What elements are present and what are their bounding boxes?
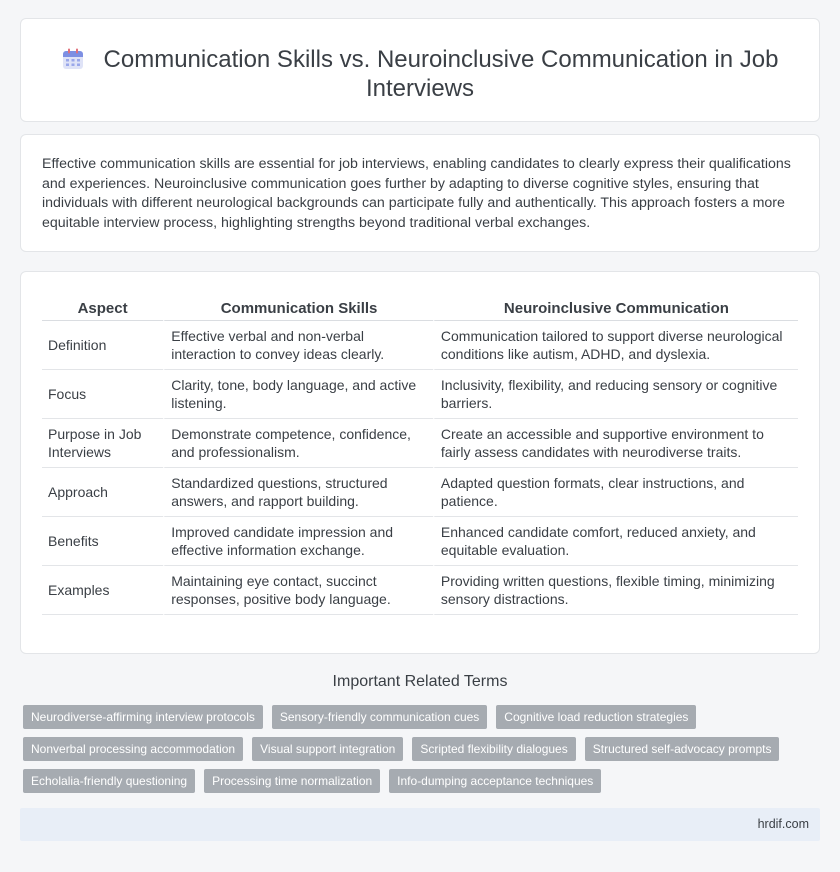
intro-paragraph: Effective communication skills are essential for job interviews, enabling candidates to clearly express their qualifications and experiences. Neuroinclusive communication goes further by adapting to diverse cognitive styles, ensuring that individuals with different neurological backgrounds can participate fully and authentically. This approach fosters a more equitable interview process, highlighting strengths beyond traditional verbal exchanges. [42, 156, 791, 231]
header-communication-skills: Communication Skills [163, 296, 433, 321]
table-header-row [42, 296, 798, 321]
comparison-card [20, 271, 820, 654]
cell-neuroinclusive: Providing written questions, flexible timing, minimizing sensory distractions. [433, 566, 798, 615]
cell-neuroinclusive: Inclusivity, flexibility, and reducing sensory or cognitive barriers. [433, 370, 798, 419]
tag[interactable]: Echolalia-friendly questioning [23, 769, 195, 793]
footer-site-link[interactable]: hrdif.com [757, 817, 809, 831]
tag[interactable]: Scripted flexibility dialogues [412, 737, 575, 761]
cell-aspect: Benefits [42, 517, 163, 566]
table-row [42, 370, 798, 419]
tag-row [23, 737, 803, 761]
cell-communication-skills: Maintaining eye contact, succinct responses, positive body language. [163, 566, 433, 615]
footer [20, 808, 820, 841]
cell-communication-skills: Improved candidate impression and effective information exchange. [163, 517, 433, 566]
tag[interactable]: Info-dumping acceptance techniques [389, 769, 601, 793]
tag[interactable]: Structured self-advocacy prompts [585, 737, 780, 761]
cell-neuroinclusive: Adapted question formats, clear instructions, and patience. [433, 468, 798, 517]
cell-aspect: Examples [42, 566, 163, 615]
related-terms-title: Important Related Terms [332, 673, 508, 690]
page-title: Communication Skills vs. Neuroinclusive Communication in Job Interviews [103, 46, 779, 102]
cell-aspect: Approach [42, 468, 163, 517]
cell-communication-skills: Clarity, tone, body language, and active listening. [163, 370, 433, 419]
header-neuroinclusive: Neuroinclusive Communication [433, 296, 798, 321]
table-row [42, 566, 798, 615]
related-terms-tags [23, 705, 803, 801]
tag-row [23, 705, 803, 729]
tag[interactable]: Visual support integration [252, 737, 403, 761]
table-row [42, 468, 798, 517]
tag-row [23, 769, 803, 793]
cell-communication-skills: Effective verbal and non-verbal interaction to convey ideas clearly. [163, 321, 433, 370]
intro-card [20, 134, 820, 252]
header-card [20, 18, 820, 122]
tag[interactable]: Neurodiverse-affirming interview protocols [23, 705, 263, 729]
header-aspect: Aspect [42, 296, 163, 321]
table-row [42, 419, 798, 468]
cell-communication-skills: Demonstrate competence, confidence, and professionalism. [163, 419, 433, 468]
table-row [42, 517, 798, 566]
tag[interactable]: Processing time normalization [204, 769, 380, 793]
comparison-table [42, 296, 798, 615]
cell-aspect: Focus [42, 370, 163, 419]
tag[interactable]: Nonverbal processing accommodation [23, 737, 243, 761]
cell-aspect: Definition [42, 321, 163, 370]
table-row [42, 321, 798, 370]
page-title-wrap [61, 45, 779, 103]
cell-neuroinclusive: Create an accessible and supportive environment to fairly assess candidates with neurodiverse traits. [433, 419, 798, 468]
cell-neuroinclusive: Enhanced candidate comfort, reduced anxiety, and equitable evaluation. [433, 517, 798, 566]
cell-neuroinclusive: Communication tailored to support diverse neurological conditions like autism, ADHD, and dyslexia. [433, 321, 798, 370]
tag[interactable]: Cognitive load reduction strategies [496, 705, 696, 729]
calendar-icon [62, 48, 84, 70]
cell-aspect: Purpose in Job Interviews [42, 419, 163, 468]
cell-communication-skills: Standardized questions, structured answers, and rapport building. [163, 468, 433, 517]
tag[interactable]: Sensory-friendly communication cues [272, 705, 487, 729]
